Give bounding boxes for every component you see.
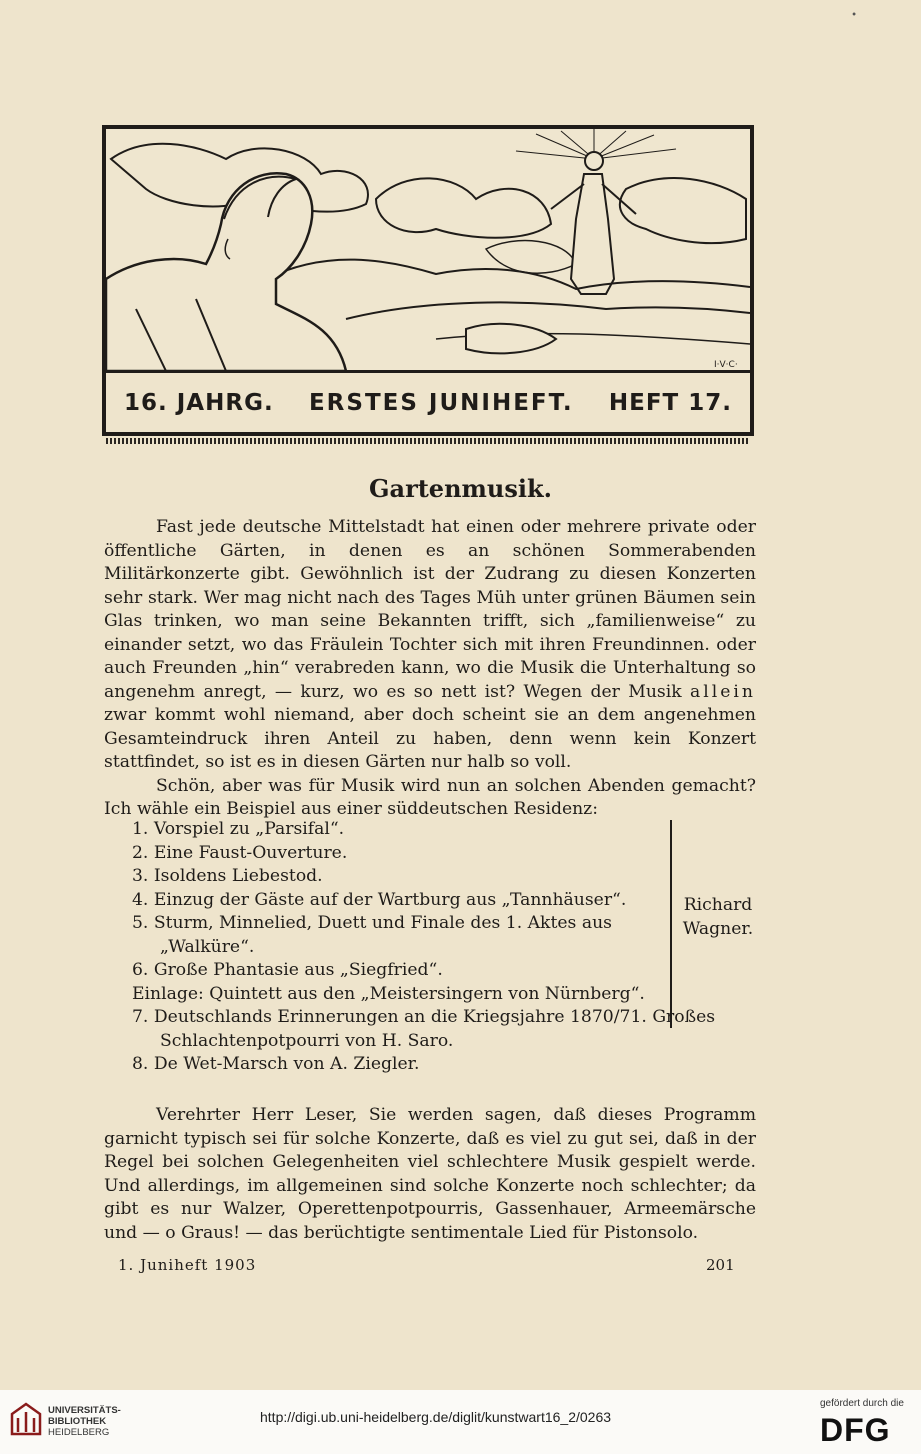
library-line: BIBLIOTHEK [48,1416,107,1427]
header-illustration [102,125,754,436]
composer-last-name: Wagner. [682,918,754,939]
program-item: Einlage: Quintett aus den „Meistersingern von Nürnberg“. [132,983,645,1004]
program-item: 2. Eine Faust-Ouverture. [132,842,348,863]
article-title: Gartenmusik. [369,474,552,503]
program-item: 3. Isoldens Liebestod. [132,866,323,886]
program-item: 8. De Wet-Marsch von A. Ziegler. [132,1054,420,1074]
program-brace [662,820,672,1028]
dfg-logo[interactable]: DFG [820,1412,891,1448]
artist-monogram: I·V·C· [714,360,738,370]
program-item: 5. Sturm, Minnelied, Duett und Finale des 1. Aktes aus „Walküre“. [132,913,612,957]
concert-program [104,818,756,1077]
illustration-drawing [106,129,750,371]
composer-first-name: Richard [683,895,753,915]
scan-mark: • [851,10,857,21]
paragraph-1-start: Fast jede deutsche Mittelstadt hat einen oder mehrere private oder öffentliche Gärten, in denen es an schönen Sommerabenden Militärkonzerte gibt. Gewöhnlich ist der Zudrang zu diesen Konzerten sehr stark. Wer mag nicht nach des Tages Müh unter grünen Bäumen sein Glas trinken, wo man seine Bekannten trifft, sich „familienweise“ zu einander setzt, wo das Fräulein Tochter sich mit ihren Freundinnen. oder auch Freunden „hin“ verabreden kann, wo die Musik die Unterhaltung so angenehm anregt, — kurz, wo es so nett ist? Wegen der Musik [104,517,756,702]
program-item: 7. Deutschlands Erinnerungen an die Kriegsjahre 1870/71. Großes Schlachtenpotpourri von H. Saro. [132,1007,716,1051]
issue-caption-bar [106,370,750,432]
decorative-stripe [106,438,750,444]
paragraph-1-end: zwar kommt wohl niemand, aber doch scheint sie an dem angenehmen Gesamteindruck ihren Anteil zu haben, denn wenn kein Konzert stattfindet, so ist es in diesen Gärten nur halb so voll. [104,705,756,772]
closing-text [104,1104,756,1245]
issue-name: ERSTES JUNIHEFT. [308,389,574,416]
library-line: UNIVERSITÄTS- [48,1405,121,1416]
library-line: HEIDELBERG [48,1427,110,1438]
volume-year: 16. JAHRG. [124,389,274,416]
library-logo-icon [10,1402,42,1436]
footer-issue-date: 1. Juniheft 1903 [118,1256,257,1274]
closing-paragraph: Verehrter Herr Leser, Sie werden sagen, daß dieses Programm garnicht typisch sei für solche Konzerte, daß es viel zu gut sei, daß in der Regel bei solchen Gelegenheiten viel schlechtere Musik gespielt werde. Und allerdings, im allgemeinen sind solche Konzerte noch schlechter; da gibt es nur Walzer, Operettenpotpourris, Gassenhauer, Armeemärsche und — o Graus! — das berüchtigte sentimentale Lied für Pistonsolo. [104,1105,756,1243]
paragraph-2: Schön, aber was für Musik wird nun an solchen Abenden gemacht? Ich wähle ein Beispiel aus einer süddeutschen Residenz: [104,775,756,819]
page-number: 201 [706,1256,735,1274]
library-name[interactable] [48,1405,121,1438]
article-body [104,516,756,822]
paragraph-1 [104,516,756,775]
composer-label [678,894,758,941]
funding-label: gefördert durch die [820,1398,904,1409]
permalink-url[interactable]: http://digi.ub.uni-heidelberg.de/diglit/kunstwart16_2/0263 [260,1409,612,1425]
emphasized-word: allein [690,681,756,702]
program-item: 6. Große Phantasie aus „Siegfried“. [132,960,443,980]
viewer-footer-bar [0,1390,921,1454]
issue-number: HEFT 17. [608,389,732,416]
program-item: 1. Vorspiel zu „Parsifal“. [132,819,345,839]
program-item: 4. Einzug der Gäste auf der Wartburg aus „Tannhäuser“. [132,889,627,910]
